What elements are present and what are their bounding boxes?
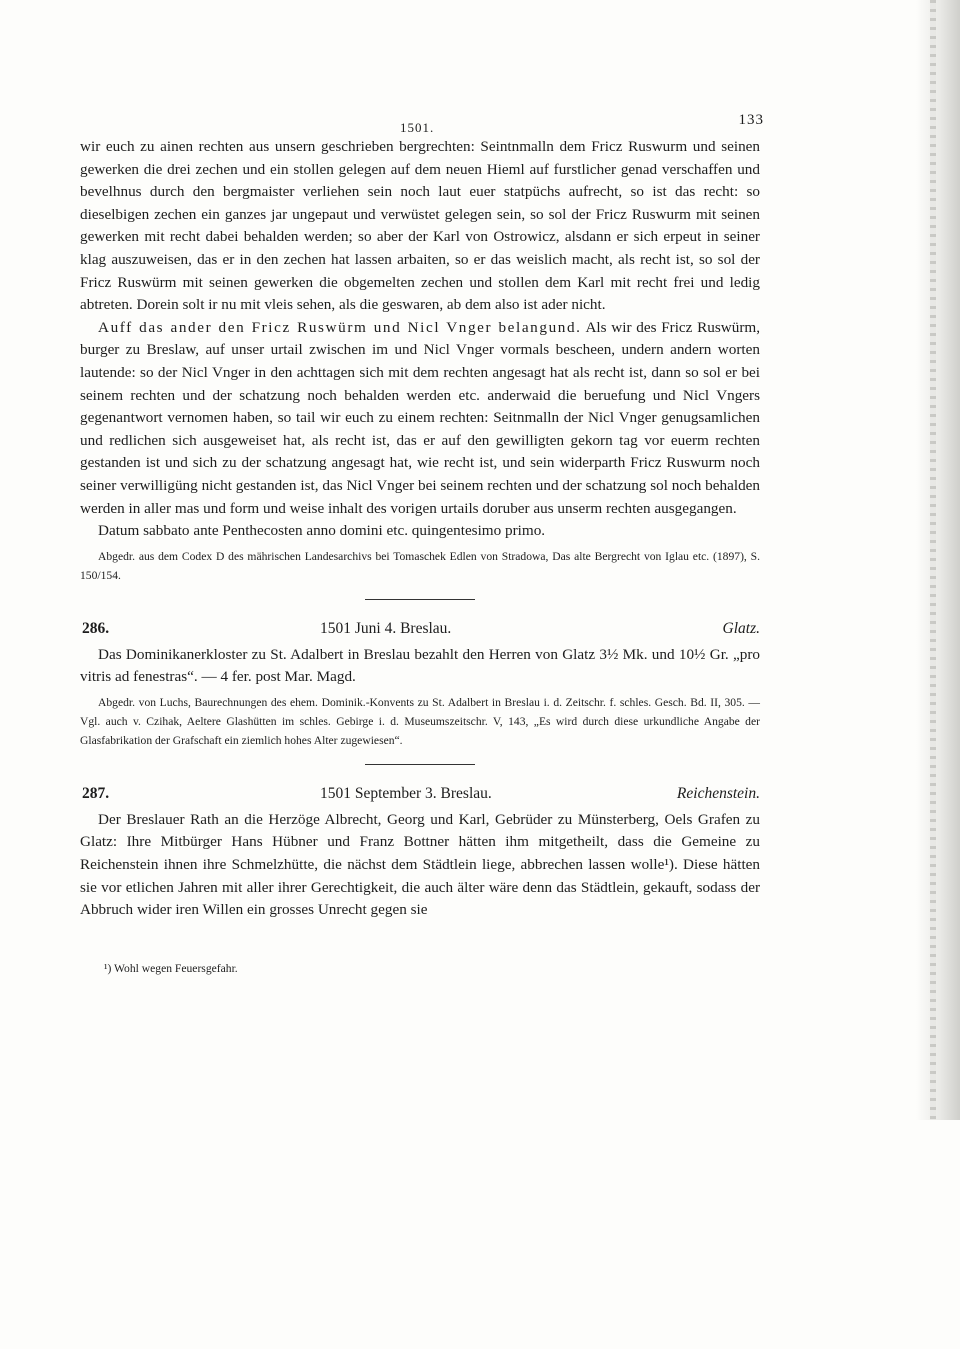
entry-286-date: 1501 Juni 4. Breslau.: [320, 619, 452, 637]
running-head-year: 1501.: [400, 120, 435, 135]
entry-286-source: Abgedr. von Luchs, Baurechnungen des ehem. Dominik.-Konvents zu St. Adalbert in Breslau i. d. Zeitschr. f. schles. Gesch. Bd. II, 305. — Vgl. auch v. Czihak, Aeltere Glashütten im schles. Gebirge i. d. Museumszeitschr. V, 143, „Es wird durch diese urkundliche Angabe der Glasfabrikation der Grafschaft ein ziemlich hohes Alter zugewiesen“.: [80, 695, 760, 747]
entry-286-number: 286.: [82, 619, 110, 637]
entry-286-place: Glatz.: [722, 619, 760, 637]
section-divider: [365, 599, 475, 600]
entry-287-header: [80, 783, 760, 809]
entry-287-date: 1501 September 3. Breslau.: [320, 784, 492, 802]
entry-287-number: 287.: [82, 784, 110, 802]
entry-287-text: Der Breslauer Rath an die Herzöge Albrecht, Georg und Karl, Gebrüder zu Münsterberg, Oels Grafen zu Glatz: Ihre Mitbürger Hans Hübner und Franz Bottner hätten ihm mitgetheilt, dass die Gemeine zu Reichenstein ihnen ihre Schmelzhütte, die nächst dem Städtlein liege, abbrechen lassen wolle¹). Diese hätten sie vor etlichen Jahren mit aller ihrer Gerechtigkeit, die auch älter wäre denn das Städtlein, gekauft, sodass der Abbruch wider iren Willen ein grosses Unrecht gegen sie: [80, 810, 760, 919]
paragraph-1: wir euch zu ainen rechten aus unsern geschrieben bergrechten: Seintnmalln dem Fricz Ruswurm und seinen gewerken die drei zechen und ein stollen gelegen auf dem neuen Hieml auf furstlicher genad verschaffen und bevelhnus durch den bergmaister verliehen sein noch laut euer statpüchs aufrecht, so ist das recht: so dieselbigen zechen ein ganzes jar ungepaut und verwüstet gelegen sein, so sol der Fricz Ruswurm mit seinen gewerken mit recht dabei behalden werden; so aber der Karl von Ostrowicz, alsdann er sich erpeut in seiner klag auszuweisen, das er in den zechen hat lassen arbaiten, so er das weislich macht, als recht ist, so sol der Fricz Ruswürm mit seinen gewerken die obgemelten zechen und stollen dem Karl mit recht frei und ledig abtreten. Dorein solt ir nu mit vleis sehen, als die geswaren, ab dem also ist ader nicht.: [80, 138, 760, 314]
running-head: [80, 112, 764, 136]
footnote: ¹) Wohl wegen Feuersgefahr.: [104, 961, 238, 975]
section-divider: [365, 764, 475, 765]
source-note-1: Abgedr. aus dem Codex D des mährischen Landesarchivs bei Tomaschek Edlen von Stradowa, Das alte Bergrecht von Iglau etc. (1897), S. 150/154.: [80, 549, 760, 582]
paragraph-2-text: Als wir des Fricz Ruswürm, burger zu Breslaw, auf unser urtail zwischen im und Nicl Vnger vormals bescheen, undern andern worten lautende: so der Nicl Vnger in den achttagen sich mit dem rechten angesagt hat als recht ist, dann so sol er bei seinem rechten und der schatzung noch behalden werden etc. anderwaid die beruefung und Nicl Vngers gegenantwort vernomen haben, so tail wir euch zu einem rechten: Seitnmalln der Nicl Vnger genugsamlichen und redlichen sich ausgeweiset hat, als recht ist, das er auf den gewilligten gekorn tag vor euerm rechten gestanden ist und sich zu der schatzung angesagt hat, wie recht ist, und sein widerparth Fricz Ruswurm noch seiner verwilligüng nicht gestanden ist, das Nicl Vnger bei seinem rechten und der schatzung sol noch behalden werden in aller mas und form und weise inhalt des vorigen urtails doruber aus unserm rechten ausgegangen.: [80, 318, 760, 517]
document-page: [80, 112, 764, 975]
scan-edge-stripe: [930, 0, 936, 1120]
entry-286-header: [80, 618, 760, 644]
paragraph-2-heading: Auff das ander den Fricz Ruswürm und Nicl Vnger belangund.: [98, 318, 582, 336]
scan-edge: [916, 0, 960, 1120]
dating-clause: Datum sabbato ante Penthecosten anno domini etc. quingentesimo primo.: [98, 522, 546, 540]
paragraph-2: [80, 317, 760, 520]
entry-286-text: Das Dominikanerkloster zu St. Adalbert in Breslau bezahlt den Herren von Glatz 3½ Mk. und 10½ Gr. „pro vitris ad fenestras“. — 4 fer. post Mar. Magd.: [80, 645, 760, 686]
entry-287-place: Reichenstein.: [676, 784, 760, 802]
page-number: 133: [738, 112, 764, 128]
